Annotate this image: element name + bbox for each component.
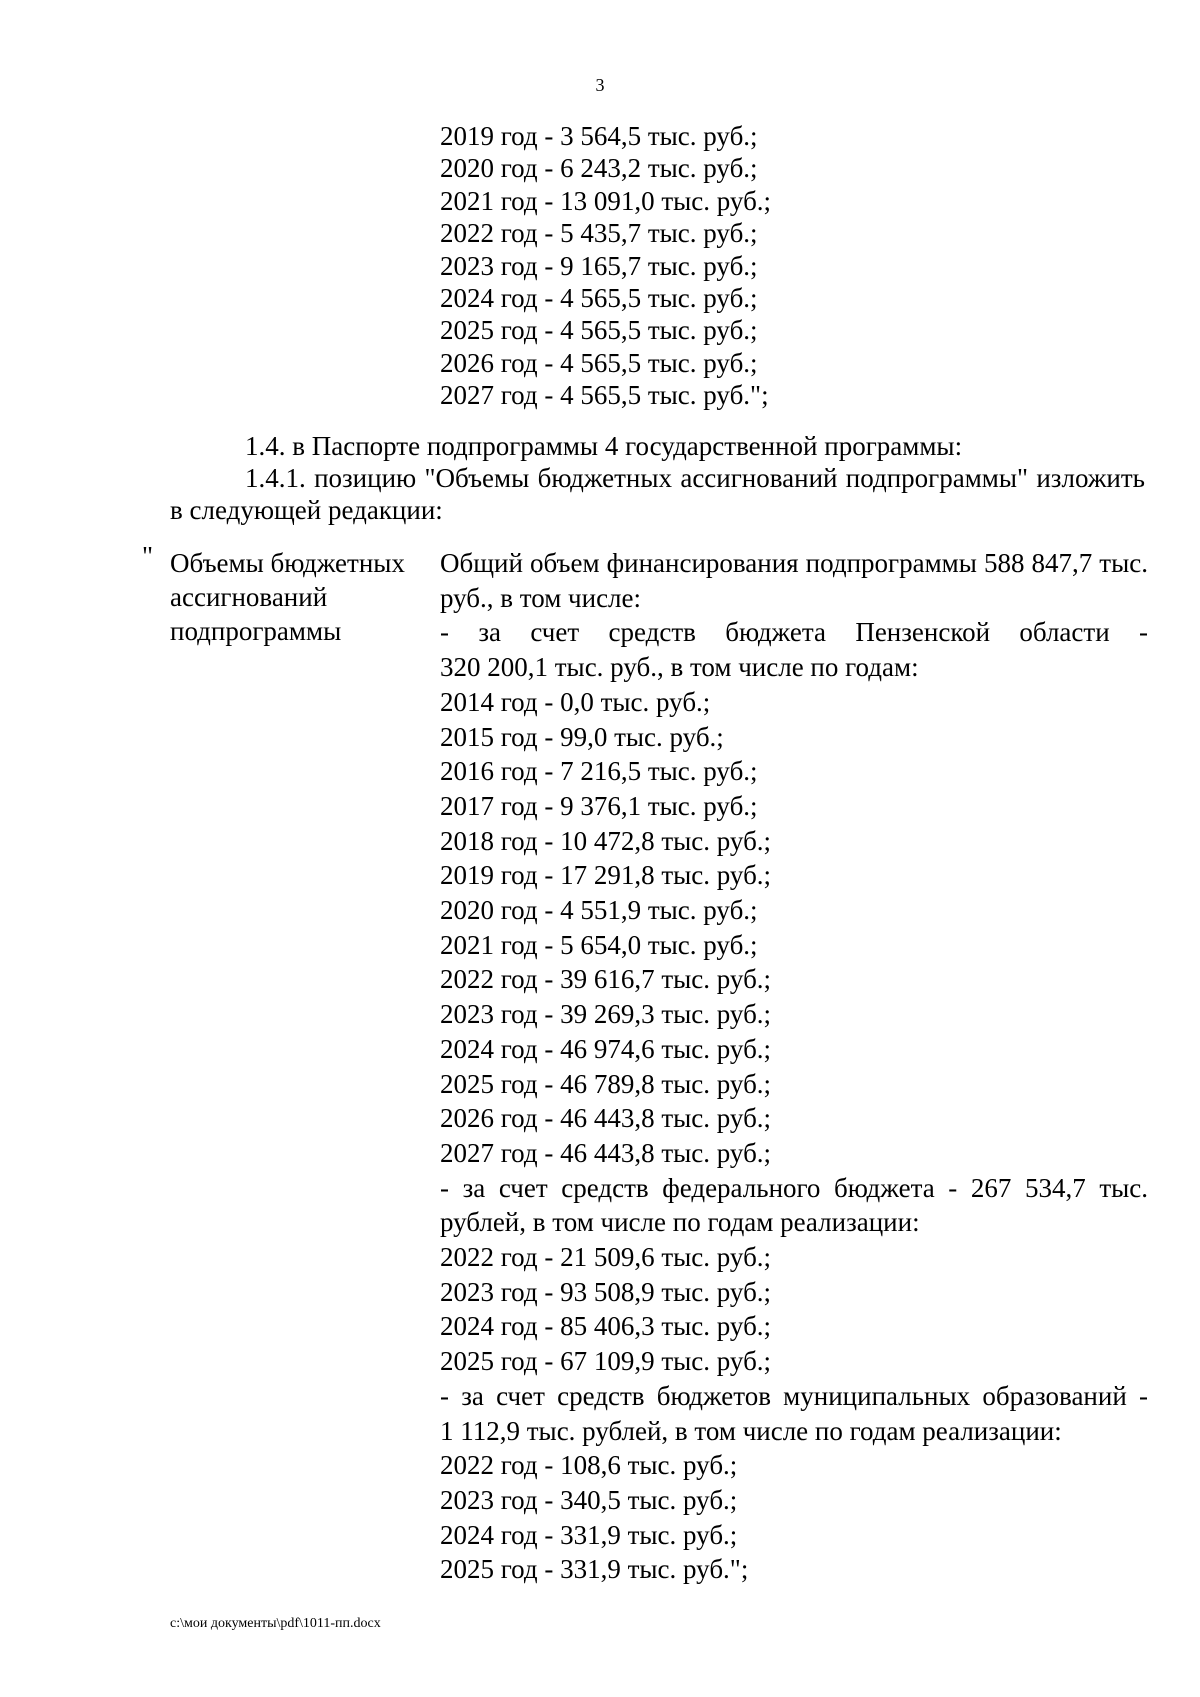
federal-year-line: 2025 год - 67 109,9 тыс. руб.; [440, 1346, 772, 1377]
federal-budget-line: рублей, в том числе по годам реализации: [440, 1207, 920, 1238]
federal-year-line: 2024 год - 85 406,3 тыс. руб.; [440, 1311, 772, 1342]
year-line: 2021 год - 13 091,0 тыс. руб.; [440, 185, 772, 216]
regional-year-line: 2014 год - 0,0 тыс. руб.; [440, 686, 711, 717]
year-line: 2026 год - 4 565,5 тыс. руб.; [440, 347, 758, 378]
regional-year-line: 2015 год - 99,0 тыс. руб.; [440, 721, 724, 752]
regional-year-line: 2024 год - 46 974,6 тыс. руб.; [440, 1033, 772, 1064]
regional-year-line: 2017 год - 9 376,1 тыс. руб.; [440, 790, 758, 821]
regional-year-line: 2019 год - 17 291,8 тыс. руб.; [440, 860, 772, 891]
federal-budget-line: - за счет средств федерального бюджета - 267 534,7 тыс. [440, 1172, 1148, 1203]
opening-quote: " [142, 541, 154, 571]
municipal-year-line: 2022 год - 108,6 тыс. руб.; [440, 1450, 738, 1481]
paragraph-1-4: 1.4. в Паспорте подпрограммы 4 государственной программы: [245, 431, 963, 461]
position-label [170, 546, 405, 648]
municipal-budget-line: - за счет средств бюджетов муниципальных образований - [440, 1380, 1148, 1411]
federal-year-line: 2022 год - 21 509,6 тыс. руб.; [440, 1242, 772, 1273]
year-line: 2020 год - 6 243,2 тыс. руб.; [440, 153, 758, 184]
year-line: 2025 год - 4 565,5 тыс. руб.; [440, 315, 758, 346]
position-label-line: Объемы бюджетных [170, 548, 405, 578]
regional-year-line: 2023 год - 39 269,3 тыс. руб.; [440, 999, 772, 1030]
year-line: 2024 год - 4 565,5 тыс. руб.; [440, 283, 758, 314]
regional-year-line: 2016 год - 7 216,5 тыс. руб.; [440, 756, 758, 787]
page-number: 3 [595, 75, 605, 95]
regional-year-line: 2021 год - 5 654,0 тыс. руб.; [440, 929, 758, 960]
municipal-year-line: 2025 год - 331,9 тыс. руб."; [440, 1554, 749, 1585]
year-line: 2022 год - 5 435,7 тыс. руб.; [440, 218, 758, 249]
year-line: 2019 год - 3 564,5 тыс. руб.; [440, 121, 758, 151]
regional-year-line: 2022 год - 39 616,7 тыс. руб.; [440, 964, 772, 995]
regional-year-line: 2018 год - 10 472,8 тыс. руб.; [440, 825, 772, 856]
total-volume-line: руб., в том числе: [440, 582, 642, 613]
regional-year-line: 2020 год - 4 551,9 тыс. руб.; [440, 895, 758, 926]
regional-budget-line: 320 200,1 тыс. руб., в том числе по годам: [440, 652, 919, 683]
total-volume-line: Общий объем финансирования подпрограммы 588 847,7 тыс. [440, 548, 1148, 578]
regional-year-line: 2025 год - 46 789,8 тыс. руб.; [440, 1068, 772, 1099]
position-content [440, 546, 1148, 1587]
regional-year-line: 2027 год - 46 443,8 тыс. руб.; [440, 1137, 772, 1168]
regional-year-line: 2026 год - 46 443,8 тыс. руб.; [440, 1103, 772, 1134]
position-label-line: ассигнований [170, 582, 328, 612]
paragraph-1-4-1: 1.4.1. позицию "Объемы бюджетных ассигнований подпрограммы" изложить [245, 463, 1145, 493]
top-year-list [440, 120, 771, 412]
municipal-year-line: 2024 год - 331,9 тыс. руб.; [440, 1519, 738, 1550]
federal-year-line: 2023 год - 93 508,9 тыс. руб.; [440, 1276, 772, 1307]
paragraph-1-4-1-continuation: в следующей редакции: [170, 495, 443, 525]
municipal-year-line: 2023 год - 340,5 тыс. руб.; [440, 1484, 738, 1515]
regional-budget-line: - за счет средств бюджета Пензенской области - [440, 617, 1148, 648]
year-line: 2027 год - 4 565,5 тыс. руб."; [440, 380, 769, 411]
position-label-line: подпрограммы [170, 616, 342, 646]
footer-file-path: c:\мои документы\pdf\1011-пп.docx [170, 1616, 381, 1631]
year-line: 2023 год - 9 165,7 тыс. руб.; [440, 250, 758, 281]
municipal-budget-line: 1 112,9 тыс. рублей, в том числе по годам реализации: [440, 1415, 1062, 1446]
